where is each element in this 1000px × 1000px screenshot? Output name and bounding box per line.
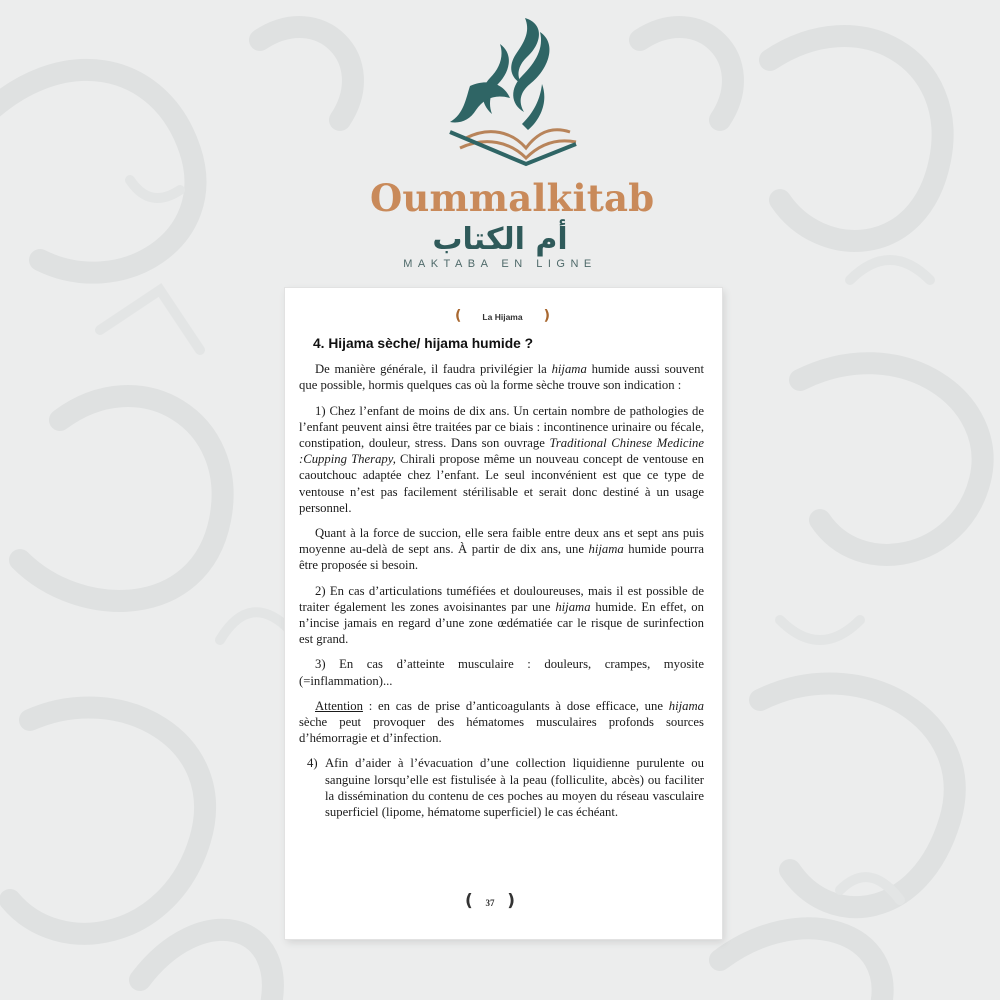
italic-term: hijama	[588, 542, 624, 557]
paragraph-numbered	[299, 755, 704, 820]
text-run: De manière générale, il faudra privilégier la	[315, 362, 552, 377]
attention-label: Attention	[315, 698, 363, 713]
text-run: Afin d’aider à l’évacuation d’une collection liquidienne purulente ou sanguine lorsqu’elle est fistulisée à la peau (folliculite, abcès) ou faciliter la dissémination du contenu de ces poches au moyen du réseau vasculaire superficiel (lipome, hématome superficiel) le cas échéant.	[325, 756, 704, 820]
paragraph-attention	[299, 698, 704, 747]
text-run: Chirali propose même un nouveau concept de ventouse en caoutchouc adaptée chez l’enfant. Le seul inconvénient est que ce type de ventouse n’est pas facilement stérilisable et serait donc destiné à un usage personnel.	[299, 452, 704, 515]
paragraph	[299, 361, 704, 393]
section-title: 4. Hijama sèche/ hijama humide ?	[313, 336, 534, 351]
text-run: humide pourra être proposée si besoin.	[299, 542, 704, 573]
brand-arabic-name: أم الكتاب	[432, 222, 568, 257]
paragraph: 3) En cas d’atteinte musculaire : douleurs, crampes, myosite (=inflammation)...	[299, 657, 704, 688]
right-bracket-icon: )	[507, 891, 515, 911]
left-bracket-icon: (	[455, 308, 462, 324]
right-bracket-icon: )	[543, 308, 550, 324]
paragraph	[299, 583, 704, 648]
left-bracket-icon: (	[465, 891, 473, 911]
page-number	[465, 893, 515, 913]
italic-term: hijama	[551, 362, 587, 377]
text-run: humide. En effet, on n’incise jamais en regard d’une zone œdématiée car le risque de surinfection est grand.	[299, 599, 704, 647]
running-header-text: La Hijama	[482, 312, 523, 322]
page-number-text: 37	[485, 898, 495, 908]
paragraph	[299, 525, 704, 574]
brand-tagline: MAKTABA EN LIGNE	[403, 258, 597, 270]
running-header	[455, 308, 550, 326]
list-number: 4)	[307, 756, 318, 771]
text-run: sèche peut provoquer des hématomes musculaires profonds sources d’hémorragie et d’infection.	[299, 715, 704, 746]
text-run: 1) Chez l’enfant de moins de dix ans. Un certain nombre de pathologies de l’enfant peuvent ainsi être traitées par ce biais : incontinence urinaire ou fécale, constipation, douleur, stress. Dans son ouvrage	[299, 403, 704, 451]
paragraph	[299, 403, 704, 516]
brand-name: Oummalkitab	[370, 176, 655, 220]
italic-book-title: Traditional Chinese Medicine :Cupping Therapy,	[299, 436, 705, 467]
page-body	[299, 336, 704, 829]
calligraphy-logo-icon	[430, 14, 580, 179]
italic-term: hijama	[555, 599, 591, 614]
text-run: : en cas de prise d’anticoagulants à dose efficace, une	[362, 698, 669, 713]
text-run: humide aussi souvent que possible, hormis quelques cas où la forme sèche trouve son indication :	[299, 362, 704, 393]
italic-term: hijama	[668, 698, 704, 713]
text-run: Quant à la force de succion, elle sera faible entre deux ans et sept ans puis moyenne au-delà de sept ans. À partir de dix ans, une	[299, 526, 704, 557]
book-page	[285, 288, 722, 939]
text-run: 2) En cas d’articulations tuméfiées et douloureuses, mais il est possible de traiter également les zones avoisinantes par une	[299, 583, 704, 614]
